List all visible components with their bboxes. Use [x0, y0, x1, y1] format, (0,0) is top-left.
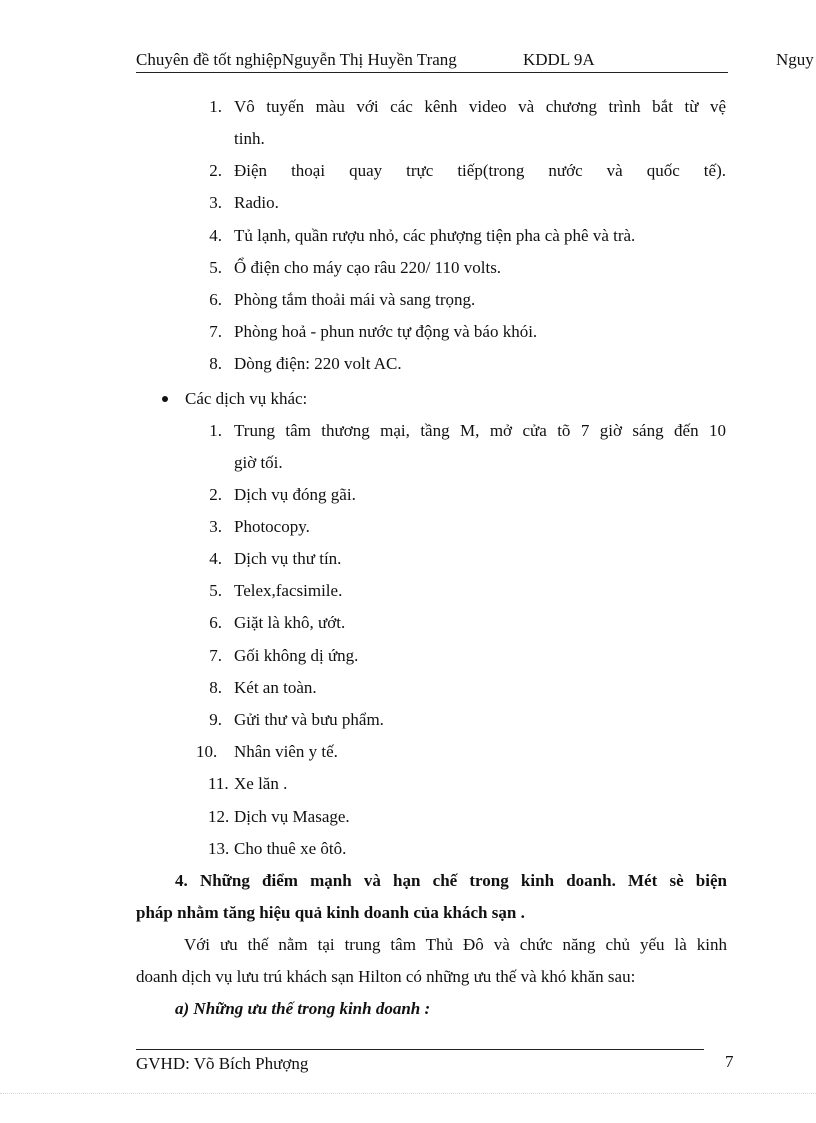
- list-number: 3.: [209, 517, 222, 536]
- list-number: 4.: [209, 549, 222, 568]
- list-number: 8.: [209, 354, 222, 373]
- section-heading: 4. Những điểm mạnh và hạn chế trong kinh doanh. Mét sè biện: [175, 871, 727, 890]
- list-number: 9.: [209, 710, 222, 729]
- subheading: a) Những ưu thế trong kinh doanh :: [175, 999, 431, 1018]
- list-text: Vô tuyến màu với các kênh video và chương trình bắt từ vệ: [234, 97, 726, 116]
- list-text-continued: tinh.: [234, 129, 265, 148]
- list-number: 2.: [209, 485, 222, 504]
- list-text: Dịch vụ Masage.: [234, 807, 350, 826]
- list-number: 8.: [209, 678, 222, 697]
- list-number: 10.: [196, 742, 218, 761]
- list-text: Trung tâm thương mại, tầng M, mở cửa tõ 7 giờ sáng đến 10: [234, 421, 726, 440]
- list-text: Phòng hoả - phun nước tự động và báo khói.: [234, 322, 538, 341]
- list-number: 6.: [209, 290, 222, 309]
- list-text: Dịch vụ đóng gãi.: [234, 485, 356, 504]
- footer-rule: [136, 1049, 704, 1050]
- paragraph-line: doanh dịch vụ lưu trú khách sạn Hilton có những ưu thế và khó khăn sau:: [136, 967, 636, 986]
- paragraph-line: Với ưu thế nằm tại trung tâm Thủ Đô và chức năng chủ yếu là kinh: [184, 935, 727, 954]
- list-text: Gửi thư và bưu phẩm.: [234, 710, 384, 729]
- list-text: Dòng điện: 220 volt AC.: [234, 354, 402, 373]
- list-number: 11.: [208, 774, 229, 793]
- list-text: Điện thoại quay trực tiếp(trong nước và quốc tế).: [234, 161, 726, 180]
- list-number: 12.: [208, 807, 230, 826]
- page-number: 7: [725, 1052, 734, 1071]
- page-edge-divider: [0, 1093, 816, 1094]
- list-number: 1.: [209, 97, 222, 116]
- list-text: Phòng tắm thoải mái và sang trọng.: [234, 290, 476, 309]
- header-overflow-text: Nguy: [776, 50, 814, 69]
- list-number: 7.: [209, 322, 222, 341]
- list-text: Photocopy.: [234, 517, 310, 536]
- list-number: 5.: [209, 258, 222, 277]
- list-text: Gối không dị ứng.: [234, 646, 359, 665]
- bullet-heading: Các dịch vụ khác:: [185, 389, 308, 408]
- list-text: Giặt là khô, ướt.: [234, 613, 346, 632]
- list-number: 3.: [209, 193, 222, 212]
- list-number: 4.: [209, 226, 222, 245]
- list-text: Cho thuê xe ôtô.: [234, 839, 347, 858]
- bullet-icon: [162, 396, 168, 402]
- header-title: Chuyên đề tốt nghiệpNguyễn Thị Huyền Trang: [136, 50, 457, 69]
- list-text: Két an toàn.: [234, 678, 317, 697]
- section-heading-continued: pháp nhằm tăng hiệu quả kinh doanh của khách sạn .: [136, 903, 525, 922]
- header-rule: [136, 72, 728, 73]
- footer-supervisor: GVHD: Võ Bích Phượng: [136, 1054, 309, 1073]
- list-number: 1.: [209, 421, 222, 440]
- list-text-continued: giờ tối.: [234, 453, 283, 472]
- header-class-code: KDDL 9A: [523, 50, 595, 69]
- list-text: Tủ lạnh, quần rượu nhỏ, các phượng tiện pha cà phê và trà.: [234, 226, 636, 245]
- list-number: 13.: [208, 839, 230, 858]
- list-text: Ổ điện cho máy cạo râu 220/ 110 volts.: [234, 258, 502, 277]
- list-number: 2.: [209, 161, 222, 180]
- list-text: Dịch vụ thư tín.: [234, 549, 342, 568]
- list-text: Telex,facsimile.: [234, 581, 343, 600]
- list-number: 5.: [209, 581, 222, 600]
- list-text: Radio.: [234, 193, 279, 212]
- list-text: Nhân viên y tế.: [234, 742, 338, 761]
- list-text: Xe lăn .: [234, 774, 288, 793]
- list-number: 7.: [209, 646, 222, 665]
- list-number: 6.: [209, 613, 222, 632]
